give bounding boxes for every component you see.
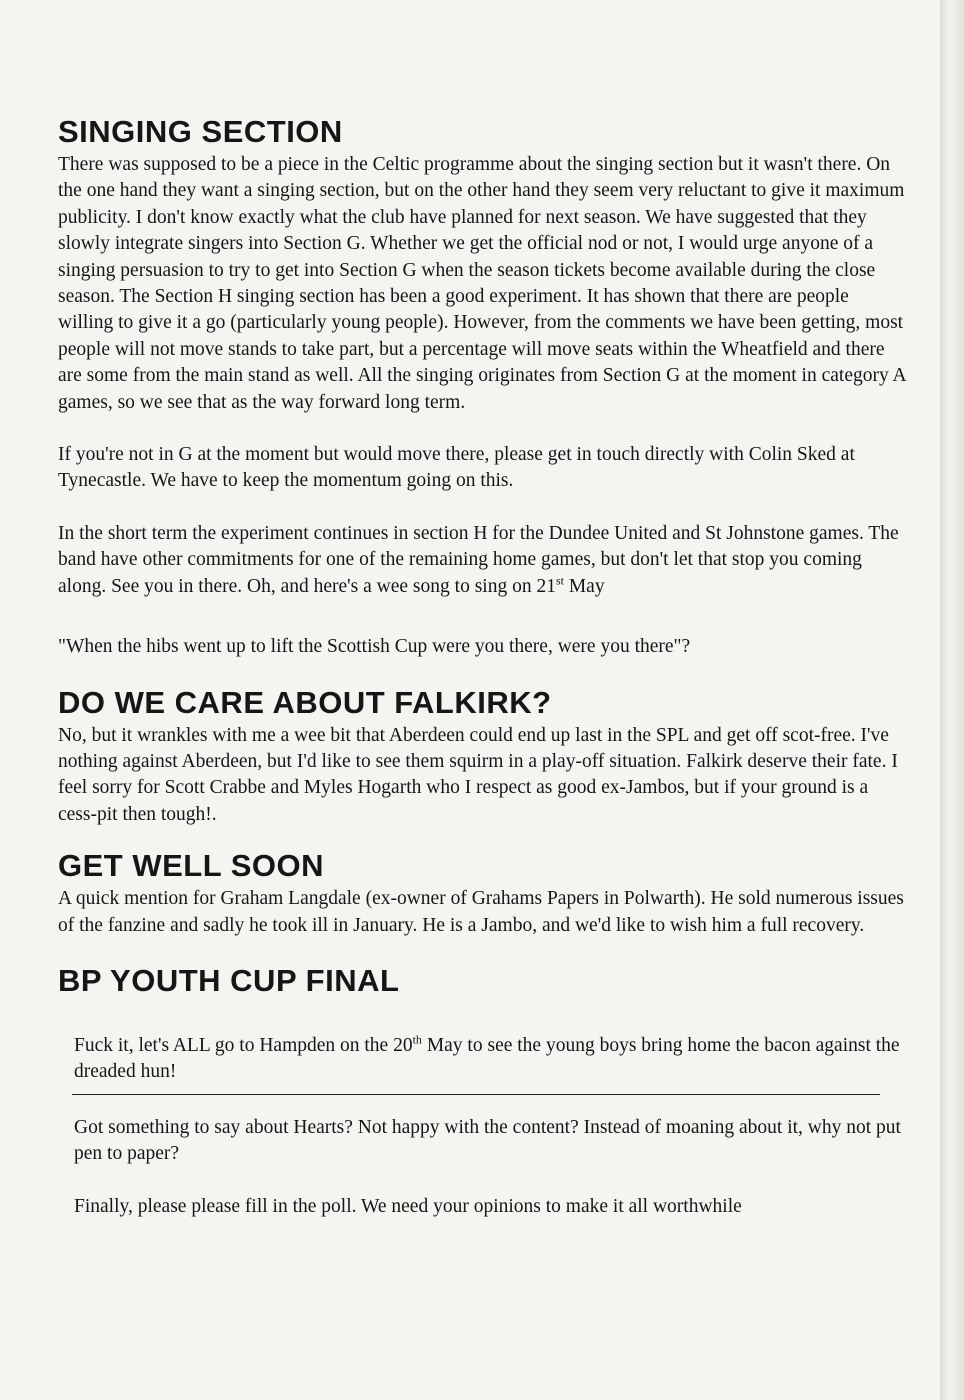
youth-cup-sup: th: [412, 1032, 422, 1047]
divider-rule: [72, 1094, 880, 1095]
get-well-paragraph: A quick mention for Graham Langdale (ex-owner of Grahams Papers in Polwarth). He sold numerous issues of the fanzine and sadly he took ill in January. He is a Jambo, and we'd like to wish him a full recovery.: [58, 888, 904, 936]
page-edge: [940, 0, 964, 1400]
song-lyric: "When the hibs went up to lift the Scottish Cup were you there, were you there"?: [58, 636, 691, 658]
singing-section-paragraph-2: If you're not in G at the moment but would move there, please get in touch directly with Colin Sked at Tynecastle. We have to keep the momentum going on this.: [58, 444, 855, 492]
singing-p3-sup: st: [555, 573, 564, 588]
article-content: [58, 112, 908, 1220]
footer-paragraph-1: Got something to say about Hearts? Not happy with the content? Instead of moaning about it, why not put pen to paper?: [74, 1116, 901, 1165]
footer-paragraph-2: Finally, please please fill in the poll. We need your opinions to make it all worthwhile: [74, 1195, 742, 1217]
singing-p3-end: May: [563, 575, 605, 597]
singing-section-paragraph-1: There was supposed to be a piece in the Celtic programme about the singing section but it wasn't there. On the one hand they want a singing section, but on the other hand they seem very reluctant to give it maximum publicity. I don't know exactly what the club have planned for next season. We have suggested that they slowly integrate singers into Section G. Whether we get the official nod or not, I would urge anyone of a singing persuasion to try to get into Section G when the season tickets become available during the close season. The Section H singing section has been a good experiment. It has shown that there are people willing to give it a go (particularly young people). However, from the comments we have been getting, most people will not move stands to take part, but a percentage will move seats within the Wheatfield and there are some from the main stand as well. All the singing originates from Section G at the moment in category A games, so we see that as the way forward long term.: [58, 154, 906, 413]
youth-cup-text: Fuck it, let's ALL go to Hampden on the 20: [74, 1034, 413, 1056]
singing-p3-text: In the short term the experiment continues in section H for the Dundee United and St Johnstone games. The band have other commitments for one of the remaining home games, but don't let that stop you coming along. See you in there. Oh, and here's a wee song to sing on 21: [58, 522, 899, 597]
falkirk-paragraph: No, but it wrankles with me a wee bit that Aberdeen could end up last in the SPL and get off scot-free. I've nothing against Aberdeen, but I'd like to see them squirm in a play-off situation. Falkirk deserve their fate. I feel sorry for Scott Crabbe and Myles Hogarth who I respect as good ex-Jambos, but if your ground is a cess-pit then tough!.: [58, 724, 898, 825]
youth-cup-heading: BP YOUTH CUP FINAL: [58, 962, 400, 998]
singing-section-paragraph-3: [58, 521, 908, 600]
youth-cup-paragraph: [74, 1033, 908, 1086]
youth-cup-end: May to see the young boys bring home the bacon against the dreaded hun!: [74, 1034, 900, 1083]
singing-section-heading: SINGING SECTION: [58, 114, 343, 149]
get-well-heading: GET WELL SOON: [58, 848, 324, 884]
falkirk-heading: DO WE CARE ABOUT FALKIRK?: [58, 684, 552, 720]
